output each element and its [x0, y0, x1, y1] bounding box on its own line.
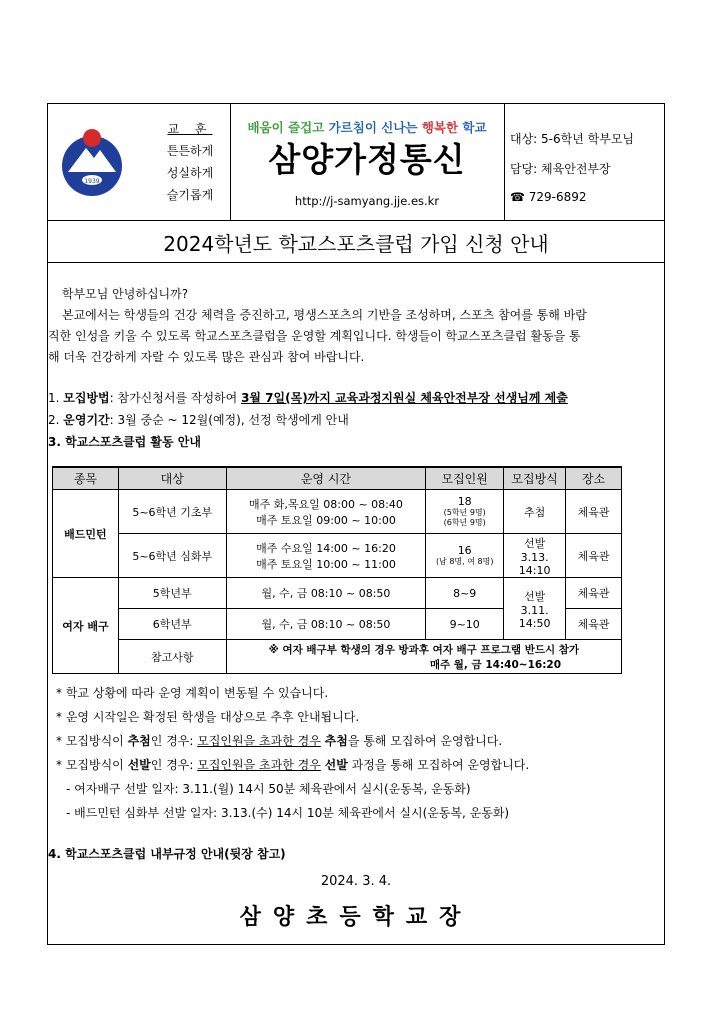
item-2-label: 운영기간 — [63, 413, 110, 427]
note-emphasis: 선발 — [127, 758, 151, 772]
note-start-date: * 운영 시작일은 확정된 학생을 대상으로 추후 안내됩니다. — [56, 710, 360, 724]
table-row — [53, 640, 622, 674]
note-volleyball-selection: - 여자배구 선발 일자: 3.11.(월) 14시 50분 체육관에서 실시(운동복, 운동화) — [66, 782, 471, 796]
slogan-part-1: 배움이 — [247, 120, 289, 135]
col-header-target: 대상 — [118, 467, 226, 490]
time-line: 매주 화,목요일 08:00 ~ 08:40 — [249, 497, 403, 511]
item-activity-guide: 3. 학교스포츠클럽 활동 안내 — [48, 435, 201, 449]
school-emblem-icon — [56, 126, 128, 198]
note-emphasis: 추첨 — [127, 734, 151, 748]
target-cell: 5~6학년 기초부 — [118, 490, 226, 534]
target-cell: 5학년부 — [118, 578, 226, 609]
slogan-part-5: 행복한 — [421, 120, 463, 135]
phone-number: ☎ 729-6892 — [510, 190, 587, 204]
school-url[interactable]: http://j-samyang.jje.es.kr — [294, 194, 440, 208]
header-divider-right — [504, 104, 505, 220]
note-lottery — [56, 732, 502, 749]
sport-volleyball: 여자 배구 — [53, 578, 119, 674]
method-line: 3.13. 14:10 — [518, 550, 551, 577]
header-bottom-rule — [48, 220, 664, 221]
note-cell — [226, 640, 621, 674]
count-detail: (5학년 9명) — [443, 508, 486, 517]
newsletter-header — [48, 104, 664, 220]
item-1-deadline: 3월 7일(목)까지 교육과정지원실 체육안전부장 선생님께 제출 — [241, 391, 568, 405]
time-cell: 월, 수, 금 08:10 ~ 08:50 — [226, 609, 426, 640]
note-selection — [56, 756, 529, 773]
place-cell: 체육관 — [566, 609, 622, 640]
intro-line-2: 직한 인성을 키울 수 있도록 학교스포츠클럽을 운영할 계획입니다. 학생들이 학교스포츠클럽 활동을 통 — [48, 329, 581, 343]
col-header-method: 모집방식 — [504, 467, 566, 490]
slogan-part-3: 가르침이 — [328, 120, 382, 135]
greeting: 학부모님 안녕하십니까? — [62, 287, 189, 301]
count-cell: 9~10 — [426, 609, 504, 640]
note-text: 인 경우: — [150, 734, 198, 748]
place-cell: 체육관 — [566, 534, 622, 578]
note-text: 과정을 통해 모집하여 운영합니다. — [347, 758, 530, 772]
motto-line-2: 성실하게 — [166, 166, 214, 180]
sport-badminton: 배드민턴 — [53, 490, 119, 578]
note-label-cell: 참고사항 — [118, 640, 226, 674]
slogan-part-4: 신나는 — [381, 120, 422, 135]
target-cell: 5~6학년 심화부 — [118, 534, 226, 578]
table-header-row — [53, 467, 622, 490]
newsletter-frame — [47, 103, 665, 945]
motto-line-3: 슬기롭게 — [166, 188, 214, 202]
col-header-sport: 종목 — [53, 467, 119, 490]
note-emphasis: 선발 — [324, 758, 348, 772]
title-bottom-rule — [48, 262, 664, 263]
item-2-number: 2. — [48, 413, 64, 427]
note-underline: 모집인원을 초과한 경우 — [197, 734, 321, 748]
note-text: 인 경우: — [150, 758, 198, 772]
slogan-part-2: 즐겁고 — [288, 120, 329, 135]
note-emphasis: 추첨 — [324, 734, 348, 748]
method-cell — [504, 534, 566, 578]
school-motto — [146, 118, 234, 206]
item-recruitment-method — [48, 388, 568, 409]
document-date: 2024. 3. 4. — [320, 874, 392, 889]
note-underline: 모집인원을 초과한 경우 — [197, 758, 321, 772]
table-row — [53, 534, 622, 578]
col-header-place: 장소 — [566, 467, 622, 490]
method-line: 선발 — [523, 536, 546, 550]
item-1-number: 1. — [48, 391, 64, 405]
emblem-year: 1939 — [84, 178, 100, 185]
note-text: * 모집방식이 — [56, 758, 128, 772]
intro-line-3: 해 더욱 건강하게 자랄 수 있도록 많은 관심과 참여 바랍니다. — [48, 350, 365, 364]
count-cell: 8~9 — [426, 578, 504, 609]
method-line: 3.11. 14:50 — [518, 603, 551, 630]
count-cell — [426, 490, 504, 534]
document-title: 2024학년도 학교스포츠클럽 가입 신청 안내 — [163, 232, 549, 256]
item-1-label: 모집방법 — [63, 391, 110, 405]
target-cell: 6학년부 — [118, 609, 226, 640]
method-cell — [504, 578, 566, 640]
note-line-1: ※ 여자 배구부 학생의 경우 방과후 여자 배구 프로그램 반드시 참가 — [268, 643, 580, 656]
place-cell: 체육관 — [566, 490, 622, 534]
motto-line-1: 튼튼하게 — [166, 144, 214, 158]
item-1-text: : 참가신청서를 작성하여 — [109, 391, 242, 405]
time-cell — [226, 490, 426, 534]
club-activity-table — [52, 466, 622, 674]
note-line-2: 매주 월, 금 14:40~16:20 — [429, 658, 561, 671]
time-line: 매주 토요일 09:00 ~ 10:00 — [256, 513, 396, 527]
item-internal-rules: 4. 학교스포츠클럽 내부규정 안내(뒷장 참고) — [48, 847, 286, 861]
method-line: 선발 — [523, 589, 546, 603]
col-header-time: 운영 시간 — [226, 467, 426, 490]
intro-line-1: 본교에서는 학생들의 건강 체력을 증진하고, 평생스포츠의 기반을 조성하며, 스포츠 참여를 통해 바람 — [62, 308, 587, 322]
col-header-count: 모집인원 — [426, 467, 504, 490]
time-line: 매주 토요일 10:00 ~ 11:00 — [256, 557, 396, 571]
item-2-text: : 3월 중순 ~ 12월(예정), 선정 학생에게 안내 — [109, 413, 349, 427]
place-cell: 체육관 — [566, 578, 622, 609]
note-plan-change: * 학교 상황에 따라 운영 계획이 변동될 수 있습니다. — [56, 686, 329, 700]
target-audience: 대상: 5-6학년 학부모님 — [510, 132, 635, 146]
method-cell: 추첨 — [504, 490, 566, 534]
time-cell — [226, 534, 426, 578]
newsletter-name: 삼양가정통신 — [268, 140, 466, 179]
slogan-part-6: 학교 — [462, 120, 487, 135]
count-value: 18 — [457, 495, 472, 508]
note-badminton-selection: - 배드민턴 심화부 선발 일자: 3.13.(수) 14시 10분 체육관에서 실시(운동복, 운동화) — [66, 806, 510, 820]
time-line: 매주 수요일 14:00 ~ 16:20 — [256, 541, 396, 555]
time-cell: 월, 수, 금 08:10 ~ 08:50 — [226, 578, 426, 609]
count-cell — [426, 534, 504, 578]
note-text: * 모집방식이 — [56, 734, 128, 748]
count-detail: (남 8명, 여 8명) — [435, 557, 494, 566]
manager: 담당: 체육안전부장 — [510, 162, 611, 176]
note-text: 을 통해 모집하여 운영합니다. — [347, 734, 503, 748]
table-row — [53, 578, 622, 609]
principal-signature: 삼양초등학교장 — [239, 905, 473, 930]
item-operation-period — [48, 410, 349, 431]
table-row — [53, 490, 622, 534]
count-detail: (6학년 9명) — [443, 518, 486, 527]
count-value: 16 — [457, 544, 472, 557]
motto-title: 교 훈 — [167, 122, 213, 136]
